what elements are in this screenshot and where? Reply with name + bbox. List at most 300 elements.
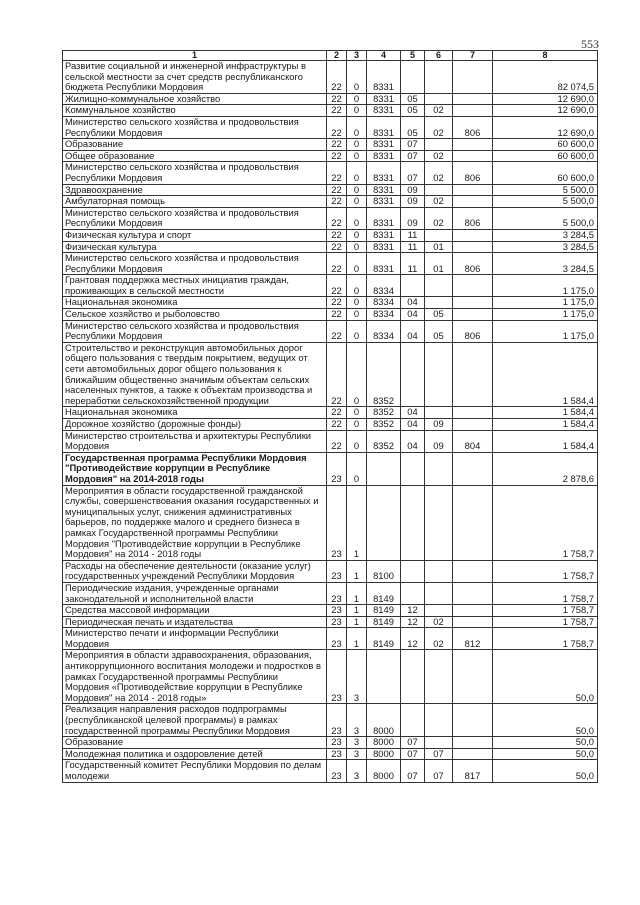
row-code-section: 12 [401,605,425,617]
row-amount: 1 175,0 [493,320,598,342]
row-name: Физическая культура и спорт [63,229,327,241]
row-name: Физическая культура [63,241,327,253]
row-name: Общее образование [63,150,327,162]
header-cell: 5 [401,51,425,61]
row-code-section: 09 [401,196,425,208]
row-code-direction: 8149 [367,605,401,617]
row-code-subprogram: 3 [347,704,367,737]
table-row [63,162,598,184]
row-code-subsection [425,342,453,407]
table-row [63,229,598,241]
row-code-program: 22 [327,139,347,151]
row-code-program: 22 [327,162,347,184]
row-code-program: 22 [327,309,347,321]
table-row [63,485,598,560]
row-code-section: 07 [401,748,425,760]
row-code-program: 23 [327,704,347,737]
row-code-direction: 8000 [367,760,401,782]
row-code-agency [453,184,493,196]
row-code-direction: 8352 [367,419,401,431]
row-code-agency [453,485,493,560]
row-amount: 1 175,0 [493,275,598,297]
row-code-agency [453,605,493,617]
row-amount: 50,0 [493,748,598,760]
row-code-subsection [425,93,453,105]
row-amount: 1 758,7 [493,582,598,604]
row-code-subsection [425,737,453,749]
row-amount: 1 758,7 [493,628,598,650]
table-row [63,452,598,485]
header-cell: 2 [327,51,347,61]
row-code-direction: 8331 [367,105,401,117]
row-code-section: 05 [401,116,425,138]
row-amount: 5 500,0 [493,207,598,229]
header-cell: 1 [63,51,327,61]
row-code-subprogram: 0 [347,116,367,138]
row-code-section: 04 [401,419,425,431]
row-code-agency: 806 [453,320,493,342]
row-code-section: 11 [401,229,425,241]
row-code-subprogram: 1 [347,628,367,650]
row-code-section [401,650,425,704]
row-name: Реализация направления расходов подпрограммы (республиканской целевой программы) в рамках государственной программы Республики Мордовия [63,704,327,737]
row-code-subprogram: 0 [347,253,367,275]
row-code-section [401,61,425,94]
row-code-program: 22 [327,253,347,275]
table-row [63,760,598,782]
row-code-program: 22 [327,342,347,407]
row-code-subprogram: 3 [347,760,367,782]
row-code-subsection [425,407,453,419]
row-code-section: 04 [401,320,425,342]
row-code-agency [453,229,493,241]
row-code-subsection: 02 [425,628,453,650]
row-code-subprogram: 0 [347,275,367,297]
table-row [63,297,598,309]
row-amount: 3 284,5 [493,241,598,253]
row-code-agency [453,704,493,737]
row-code-agency: 804 [453,430,493,452]
row-code-program: 22 [327,184,347,196]
row-code-section: 09 [401,207,425,229]
row-code-program: 22 [327,93,347,105]
row-name: Министерство сельского хозяйства и продовольствия Республики Мордовия [63,320,327,342]
row-code-subsection [425,275,453,297]
table-row [63,207,598,229]
row-code-subprogram: 3 [347,748,367,760]
row-amount: 60 600,0 [493,150,598,162]
row-amount: 60 600,0 [493,139,598,151]
row-code-program: 23 [327,605,347,617]
row-code-subsection [425,485,453,560]
row-amount: 50,0 [493,737,598,749]
table-row [63,309,598,321]
row-amount: 50,0 [493,760,598,782]
row-name: Здравоохранение [63,184,327,196]
table-row [63,430,598,452]
row-name: Министерство сельского хозяйства и продовольствия Республики Мордовия [63,253,327,275]
page-number: 553 [581,37,599,51]
row-code-direction: 8331 [367,229,401,241]
row-code-section [401,452,425,485]
row-code-subsection: 09 [425,419,453,431]
row-code-subsection [425,605,453,617]
row-name: Государственная программа Республики Мордовия "Противодействие коррупции в Республике Мордовия" на 2014-2018 годы [63,452,327,485]
table-row [63,253,598,275]
row-code-subprogram: 1 [347,616,367,628]
row-code-agency [453,150,493,162]
row-code-program: 23 [327,560,347,582]
row-code-section: 11 [401,241,425,253]
row-code-subprogram: 0 [347,342,367,407]
row-code-agency [453,560,493,582]
row-code-subprogram: 0 [347,139,367,151]
row-code-subprogram: 0 [347,207,367,229]
row-code-subsection: 05 [425,320,453,342]
row-code-section: 07 [401,737,425,749]
row-code-program: 22 [327,407,347,419]
row-code-direction: 8149 [367,616,401,628]
row-code-direction: 8331 [367,162,401,184]
row-code-subprogram: 0 [347,162,367,184]
row-code-subsection: 01 [425,241,453,253]
row-code-agency: 806 [453,207,493,229]
row-code-program: 23 [327,582,347,604]
row-name: Жилищно-коммунальное хозяйство [63,93,327,105]
row-code-subsection: 09 [425,430,453,452]
row-code-agency: 812 [453,628,493,650]
row-code-subprogram: 0 [347,61,367,94]
table-body [63,61,598,783]
row-code-subsection: 07 [425,760,453,782]
row-code-agency [453,241,493,253]
row-code-agency [453,407,493,419]
row-code-subprogram: 0 [347,184,367,196]
row-code-direction: 8331 [367,116,401,138]
row-code-program: 23 [327,760,347,782]
row-code-subsection [425,452,453,485]
row-amount: 1 175,0 [493,297,598,309]
row-code-direction: 8331 [367,61,401,94]
row-code-program: 23 [327,748,347,760]
table-row [63,93,598,105]
row-amount: 3 284,5 [493,253,598,275]
row-code-agency [453,275,493,297]
row-code-section [401,342,425,407]
row-code-direction: 8149 [367,582,401,604]
row-amount: 1 758,7 [493,616,598,628]
row-code-section [401,485,425,560]
row-code-subprogram: 0 [347,150,367,162]
row-code-agency [453,616,493,628]
row-code-direction: 8000 [367,737,401,749]
row-name: Министерство печати и информации Республики Мордовия [63,628,327,650]
row-code-subprogram: 0 [347,297,367,309]
header-cell: 4 [367,51,401,61]
row-code-direction [367,485,401,560]
row-name: Строительство и реконструкция автомобильных дорог общего пользования с твердым покрытием, ведущих от сети автомобильных дорог общего пользования к ближайшим общественно значимым объектам сельских населенных пунктов, а также к объектам производства и переработки сельскохозяйственной продукции [63,342,327,407]
row-code-program: 22 [327,207,347,229]
row-code-subsection [425,560,453,582]
row-code-subprogram: 0 [347,229,367,241]
row-code-subsection [425,582,453,604]
row-code-direction: 8331 [367,93,401,105]
table-row [63,407,598,419]
row-code-direction: 8352 [367,342,401,407]
table-row [63,342,598,407]
header-cell: 3 [347,51,367,61]
row-code-section: 12 [401,628,425,650]
table-row [63,275,598,297]
table-row [63,419,598,431]
row-code-agency [453,105,493,117]
row-code-subsection: 02 [425,105,453,117]
row-code-subsection: 02 [425,616,453,628]
row-code-program: 22 [327,105,347,117]
row-code-agency: 806 [453,162,493,184]
row-name: Грантовая поддержка местных инициатив граждан, проживающих в сельской местности [63,275,327,297]
row-code-subsection: 02 [425,196,453,208]
table-row [63,150,598,162]
row-code-agency [453,748,493,760]
row-code-direction: 8331 [367,207,401,229]
row-code-program: 22 [327,196,347,208]
row-code-program: 22 [327,419,347,431]
table-row [63,196,598,208]
row-code-section [401,560,425,582]
row-code-program: 23 [327,737,347,749]
row-code-subprogram: 1 [347,582,367,604]
row-code-agency [453,139,493,151]
row-code-agency [453,737,493,749]
row-amount: 5 500,0 [493,184,598,196]
table-row [63,241,598,253]
row-code-direction: 8334 [367,297,401,309]
row-code-subprogram: 0 [347,452,367,485]
row-name: Национальная экономика [63,407,327,419]
row-code-section: 04 [401,430,425,452]
row-code-subprogram: 0 [347,407,367,419]
header-cell: 8 [493,51,598,61]
row-code-direction: 8334 [367,275,401,297]
row-code-subsection [425,61,453,94]
row-code-direction: 8149 [367,628,401,650]
row-code-subsection: 02 [425,116,453,138]
row-name: Периодическая печать и издательства [63,616,327,628]
row-code-subprogram: 1 [347,605,367,617]
row-code-subprogram: 0 [347,105,367,117]
table-row [63,650,598,704]
row-code-agency [453,452,493,485]
row-name: Периодические издания, учрежденные органами законодательной и исполнительной власти [63,582,327,604]
row-code-direction: 8331 [367,196,401,208]
table-row [63,704,598,737]
row-name: Молодежная политика и оздоровление детей [63,748,327,760]
header-cell: 6 [425,51,453,61]
row-name: Дорожное хозяйство (дорожные фонды) [63,419,327,431]
row-code-subprogram: 0 [347,93,367,105]
row-amount: 1 758,7 [493,605,598,617]
row-amount: 3 284,5 [493,229,598,241]
header-row [63,51,598,61]
row-code-agency [453,309,493,321]
row-code-section: 04 [401,297,425,309]
row-code-direction: 8334 [367,309,401,321]
row-code-section: 11 [401,253,425,275]
row-amount: 60 600,0 [493,162,598,184]
row-code-program: 22 [327,275,347,297]
row-code-subsection: 02 [425,150,453,162]
row-code-direction: 8000 [367,748,401,760]
header-cell: 7 [453,51,493,61]
table-row [63,616,598,628]
row-name: Национальная экономика [63,297,327,309]
row-code-subsection [425,297,453,309]
table-row [63,116,598,138]
row-code-subsection: 01 [425,253,453,275]
row-name: Министерство сельского хозяйства и продовольствия Республики Мордовия [63,162,327,184]
row-code-section: 07 [401,760,425,782]
row-amount: 1 584,4 [493,407,598,419]
table-row [63,748,598,760]
table-row [63,628,598,650]
row-name: Министерство сельского хозяйства и продовольствия Республики Мордовия [63,207,327,229]
table-row [63,139,598,151]
row-code-program: 22 [327,150,347,162]
budget-table [62,50,598,783]
row-amount: 1 584,4 [493,430,598,452]
row-name: Расходы на обеспечение деятельности (оказание услуг) государственных учреждений Республики Мордовия [63,560,327,582]
row-code-program: 23 [327,452,347,485]
table-row [63,61,598,94]
row-name: Коммунальное хозяйство [63,105,327,117]
row-code-program: 22 [327,320,347,342]
row-code-agency: 806 [453,116,493,138]
row-amount: 1 758,7 [493,485,598,560]
row-code-section: 07 [401,162,425,184]
row-code-program: 22 [327,229,347,241]
row-code-program: 22 [327,61,347,94]
row-code-subprogram: 0 [347,196,367,208]
row-amount: 12 690,0 [493,93,598,105]
row-code-subprogram: 0 [347,419,367,431]
row-code-subsection [425,229,453,241]
row-code-program: 23 [327,628,347,650]
table-row [63,560,598,582]
row-code-subsection: 02 [425,207,453,229]
row-code-direction: 8331 [367,150,401,162]
row-code-program: 23 [327,485,347,560]
row-name: Министерство строительства и архитектуры Республики Мордовия [63,430,327,452]
row-amount: 1 758,7 [493,560,598,582]
row-code-section: 12 [401,616,425,628]
row-code-subprogram: 1 [347,485,367,560]
row-code-section: 07 [401,150,425,162]
row-code-direction: 8100 [367,560,401,582]
row-code-program: 22 [327,116,347,138]
row-name: Мероприятия в области государственной гражданской службы, совершенствования оказания государственных и муниципальных услуг, снижения административных барьеров, по поддержке малого и среднего бизнеса в рамках Государственной программы Республики Мордовия "Противодействие коррупции в Республике Мордовия" на 2014 - 2018 годы [63,485,327,560]
row-amount: 1 584,4 [493,342,598,407]
row-code-program: 22 [327,297,347,309]
row-code-section [401,275,425,297]
row-code-section: 04 [401,407,425,419]
row-name: Амбулаторная помощь [63,196,327,208]
row-code-direction: 8000 [367,704,401,737]
row-name: Сельское хозяйство и рыболовство [63,309,327,321]
row-code-section: 05 [401,105,425,117]
row-code-agency [453,342,493,407]
row-code-section [401,704,425,737]
row-code-direction: 8331 [367,241,401,253]
row-amount: 50,0 [493,704,598,737]
row-code-direction: 8334 [367,320,401,342]
table-row [63,105,598,117]
row-code-direction: 8331 [367,184,401,196]
row-code-section [401,582,425,604]
row-code-agency [453,582,493,604]
row-code-agency [453,196,493,208]
row-code-program: 23 [327,650,347,704]
row-code-subprogram: 0 [347,241,367,253]
row-code-section: 09 [401,184,425,196]
row-code-subsection [425,704,453,737]
row-amount: 12 690,0 [493,105,598,117]
row-code-subprogram: 0 [347,320,367,342]
row-code-subprogram: 1 [347,560,367,582]
row-amount: 2 878,6 [493,452,598,485]
row-amount: 82 074,5 [493,61,598,94]
row-code-subprogram: 3 [347,737,367,749]
row-code-subprogram: 0 [347,430,367,452]
row-code-section: 04 [401,309,425,321]
row-code-subsection: 02 [425,162,453,184]
row-name: Образование [63,139,327,151]
row-name: Государственный комитет Республики Мордовия по делам молодежи [63,760,327,782]
table-row [63,184,598,196]
row-code-direction [367,452,401,485]
row-code-direction: 8331 [367,139,401,151]
table-row [63,737,598,749]
row-code-agency [453,61,493,94]
row-code-section: 07 [401,139,425,151]
row-amount: 12 690,0 [493,116,598,138]
row-code-program: 22 [327,241,347,253]
row-code-subprogram: 0 [347,309,367,321]
row-name: Образование [63,737,327,749]
row-code-direction: 8331 [367,253,401,275]
table-row [63,582,598,604]
row-code-direction: 8352 [367,407,401,419]
row-code-subsection: 07 [425,748,453,760]
table-row [63,605,598,617]
row-code-agency [453,93,493,105]
row-code-subsection [425,184,453,196]
row-name: Мероприятия в области здравоохранения, образования, антикоррупционного воспитания молодежи и подростков в рамках Государственной программы Республики Мордовия «Противодействие коррупции в Республике Мордовия" на 2014 - 2018 годы» [63,650,327,704]
row-code-subsection: 05 [425,309,453,321]
row-code-agency [453,297,493,309]
row-amount: 1 584,4 [493,419,598,431]
row-name: Средства массовой информации [63,605,327,617]
row-code-subprogram: 3 [347,650,367,704]
row-code-program: 23 [327,616,347,628]
row-code-direction: 8352 [367,430,401,452]
row-name: Министерство сельского хозяйства и продовольствия Республики Мордовия [63,116,327,138]
row-code-subsection [425,139,453,151]
row-code-agency: 817 [453,760,493,782]
row-code-direction [367,650,401,704]
row-code-agency: 806 [453,253,493,275]
row-code-program: 22 [327,430,347,452]
